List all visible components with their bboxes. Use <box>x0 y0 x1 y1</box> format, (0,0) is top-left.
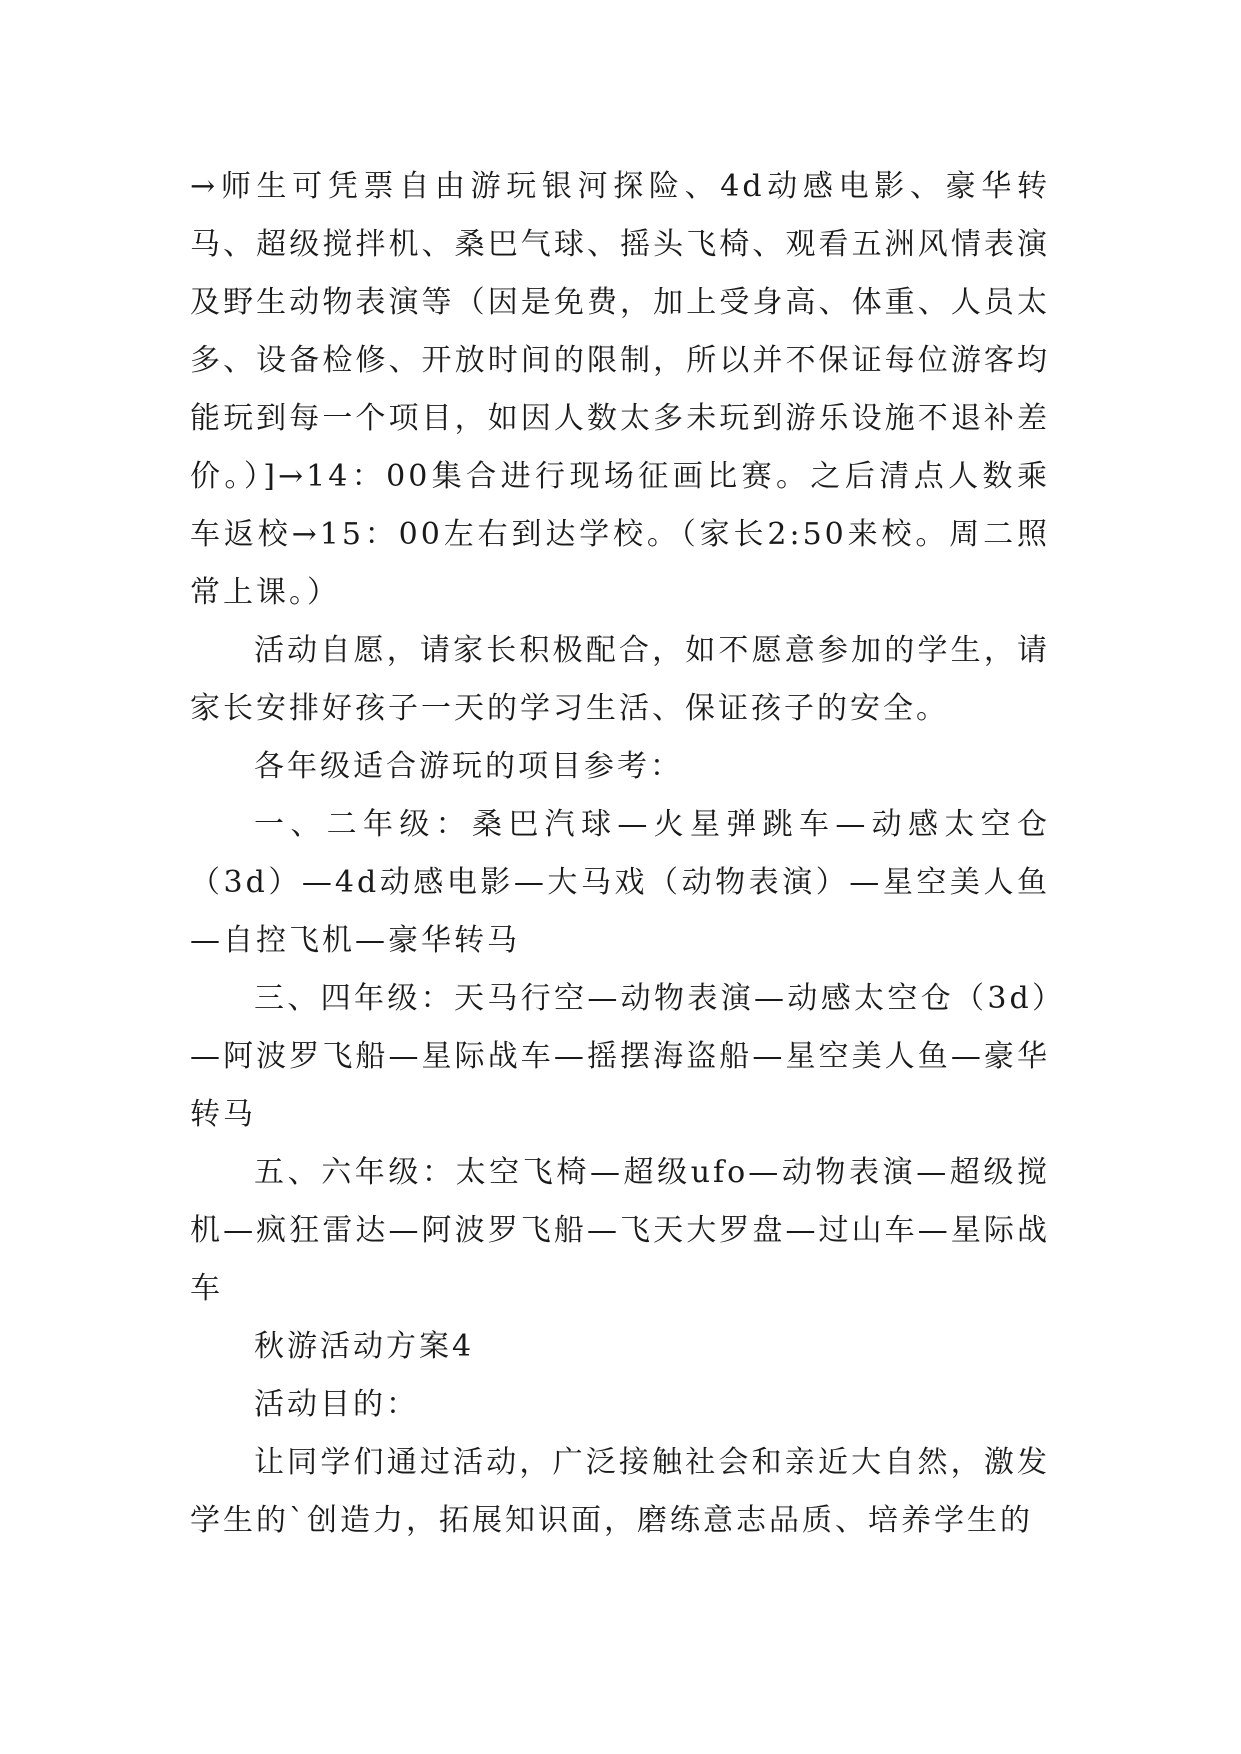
paragraph-grade-5-6: 五、六年级：太空飞椅—超级ufo—动物表演—超级搅机—疯狂雷达—阿波罗飞船—飞天大罗盘—过山车—星际战车 <box>190 1155 1050 1306</box>
paragraph-grade-1-2: 一、二年级：桑巴汽球—火星弹跳车—动感太空仓（3d）—4d动感电影—大马戏（动物表演）—星空美人鱼—自控飞机—豪华转马 <box>190 807 1050 958</box>
paragraph-purpose: 让同学们通过活动，广泛接触社会和亲近大自然，激发学生的`创造力，拓展知识面，磨练意志品质、培养学生的 <box>190 1445 1050 1538</box>
section-heading-purpose: 活动目的： <box>254 1387 419 1422</box>
paragraph-grade-reference: 各年级适合游玩的项目参考： <box>254 749 683 784</box>
section-heading-plan-4: 秋游活动方案4 <box>254 1329 475 1364</box>
paragraph-voluntary: 活动自愿，请家长积极配合，如不愿意参加的学生，请家长安排好孩子一天的学习生活、保证孩子的安全。 <box>190 633 1050 726</box>
paragraph-schedule: →师生可凭票自由游玩银河探险、4d动感电影、豪华转马、超级搅拌机、桑巴气球、摇头飞椅、观看五洲风情表演及野生动物表演等（因是免费，加上受身高、体重、人员太多、设备检修、开放时间的限制，所以并不保证每位游客均能玩到每一个项目，如因人数太多未玩到游乐设施不退补差价。）]→14：00集合进行现场征画比赛。之后清点人数乘车返校→15：00左右到达学校。（家长2:50来校。周二照常上课。） <box>190 169 1050 610</box>
paragraph-grade-3-4: 三、四年级：天马行空—动物表演—动感太空仓（3d）—阿波罗飞船—星际战车—摇摆海盗船—星空美人鱼—豪华转马 <box>190 981 1050 1132</box>
document-body <box>190 158 1050 1550</box>
